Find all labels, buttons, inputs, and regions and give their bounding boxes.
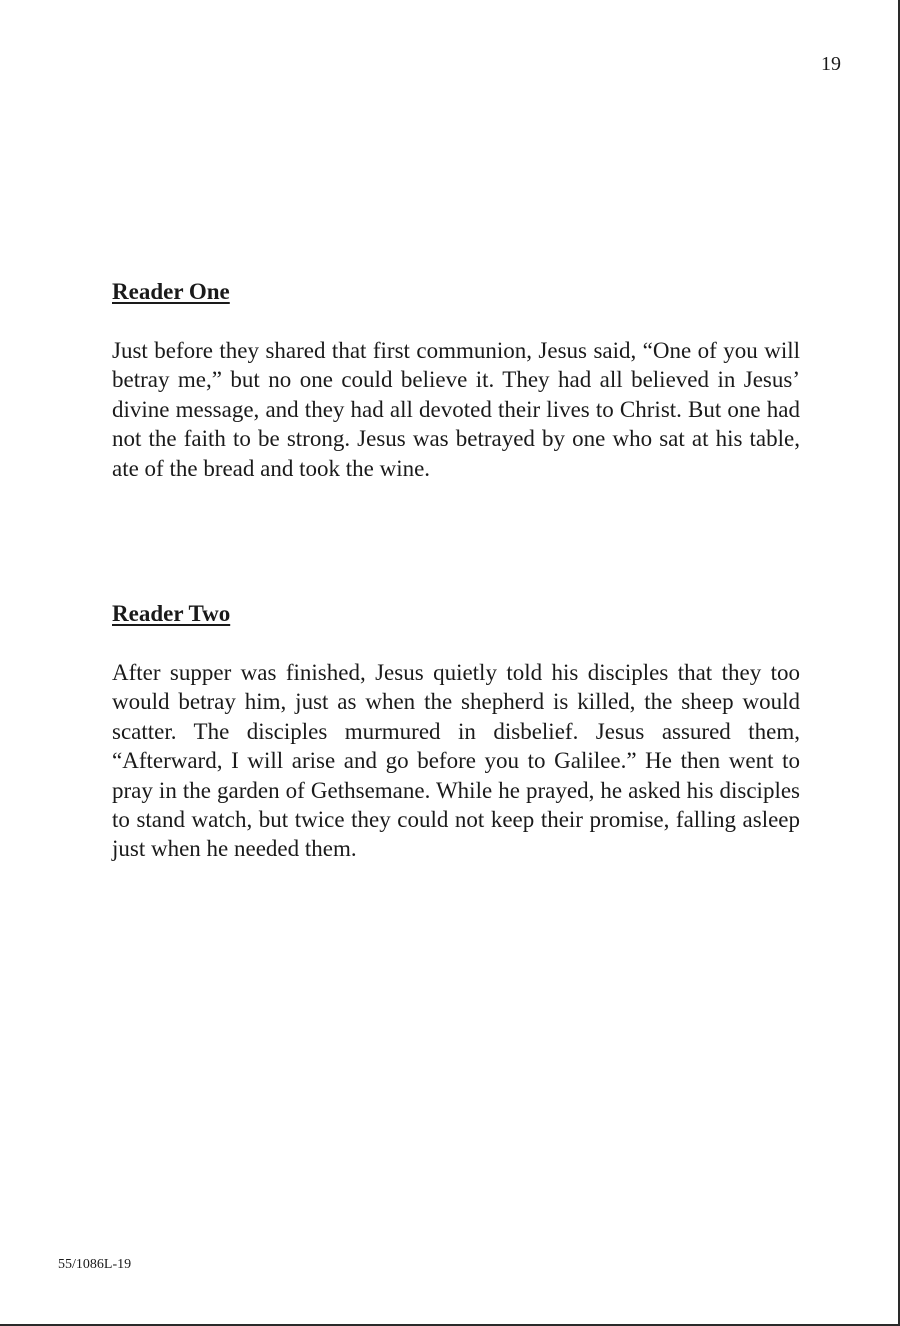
section-heading: Reader Two <box>112 601 231 626</box>
page-number: 19 <box>821 53 841 75</box>
footer-code: 55/1086L-19 <box>58 1257 132 1272</box>
section-reader-two <box>112 600 800 864</box>
section-paragraph: Just before they shared that first communion, Jesus said, “One of you will betray me,” but no one could believe it. They had all believed in Jesus’ divine message, and they had all devoted their lives to Christ. But one had not the faith to be strong. Jesus was betrayed by one who sat at his table, ate of the bread and took the wine. <box>112 338 800 481</box>
section-heading: Reader One <box>112 279 230 304</box>
section-paragraph: After supper was finished, Jesus quietly told his disciples that they too would betray him, just as when the shepherd is killed, the sheep would scatter. The disciples murmured in disbelief. Jesus assured them, “Afterward, I will arise and go before you to Galilee.” He then went to pray in the garden of Gethsemane. While he prayed, he asked his disciples to stand watch, but twice they could not keep their promise, falling asleep just when he needed them. <box>112 660 800 862</box>
section-reader-one <box>112 278 800 483</box>
